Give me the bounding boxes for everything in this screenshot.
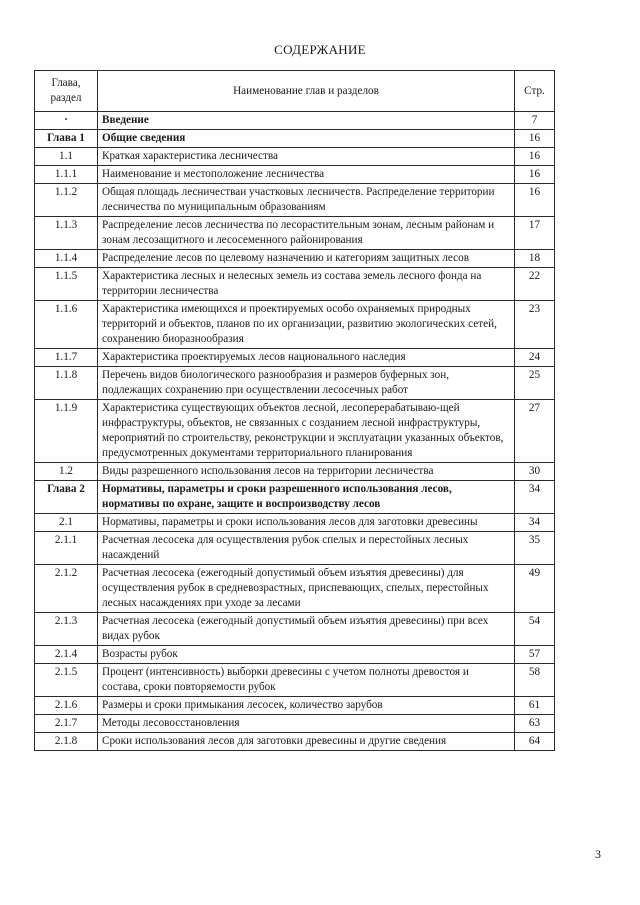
section-number: 2.1.3	[35, 613, 98, 646]
table-row	[35, 514, 555, 532]
table-row	[35, 697, 555, 715]
section-number: 1.1.6	[35, 301, 98, 349]
page-ref: 30	[515, 463, 555, 481]
section-number: 1.1.8	[35, 367, 98, 400]
page-ref: 34	[515, 481, 555, 514]
section-title: Введение	[98, 112, 515, 130]
section-title: Процент (интенсивность) выборки древесины с учетом полноты древостоя и состава, сроки повторяемости рубок	[98, 664, 515, 697]
page-ref: 61	[515, 697, 555, 715]
contents-table	[34, 70, 555, 751]
table-row	[35, 613, 555, 646]
page-ref: 49	[515, 565, 555, 613]
section-number: 1.1.5	[35, 268, 98, 301]
page-ref: 16	[515, 166, 555, 184]
table-row	[35, 250, 555, 268]
table-row	[35, 367, 555, 400]
section-number: 1.1	[35, 148, 98, 166]
table-row	[35, 664, 555, 697]
table-row	[35, 565, 555, 613]
page-ref: 22	[515, 268, 555, 301]
section-title: Распределение лесов лесничества по лесорастительным зонам, лесным районам и зонам лесозащитного и лесосеменного районирования	[98, 217, 515, 250]
section-number: Глава 2	[35, 481, 98, 514]
table-row	[35, 148, 555, 166]
section-title: Распределение лесов по целевому назначению и категориям защитных лесов	[98, 250, 515, 268]
table-row	[35, 715, 555, 733]
page-ref: 17	[515, 217, 555, 250]
section-title: Расчетная лесосека (ежегодный допустимый объем изъятия древесины) при всех видах рубок	[98, 613, 515, 646]
page-title: СОДЕРЖАНИЕ	[274, 42, 366, 57]
page-ref: 57	[515, 646, 555, 664]
table-row	[35, 130, 555, 148]
section-number: 2.1	[35, 514, 98, 532]
section-number: 1.2	[35, 463, 98, 481]
table-row	[35, 166, 555, 184]
page-number: 3	[595, 847, 601, 861]
section-number: 2.1.1	[35, 532, 98, 565]
section-title: Характеристика существующих объектов лесной, лесоперерабатываю-щей инфраструктуры, объектов, не связанных с созданием лесной инфраструктуры, мероприятий по строительству, реконструкции и эксплуатации указанных объектов, предусмотренных документами территориального планирования	[98, 400, 515, 463]
table-row	[35, 112, 555, 130]
table-row	[35, 400, 555, 463]
section-number: 2.1.5	[35, 664, 98, 697]
section-number: ·	[35, 112, 98, 130]
table-row	[35, 349, 555, 367]
section-title: Перечень видов биологического разнообразия и размеров буферных зон, подлежащих сохранению при осуществлении лесосечных работ	[98, 367, 515, 400]
contents-body	[35, 112, 555, 751]
page-ref: 24	[515, 349, 555, 367]
table-row	[35, 301, 555, 349]
section-title: Общая площадь лесничестваи участковых лесничеств. Распределение территории лесничества по муниципальным образованиям	[98, 184, 515, 217]
section-title: Характеристика имеющихся и проектируемых особо охраняемых природных территорий и объектов, планов по их организации, развитию экологических сетей, сохранению биоразнообразия	[98, 301, 515, 349]
table-row	[35, 481, 555, 514]
page-ref: 63	[515, 715, 555, 733]
header-chapter-section: Глава, раздел	[35, 71, 98, 112]
page-ref: 23	[515, 301, 555, 349]
page-ref: 34	[515, 514, 555, 532]
page-ref: 18	[515, 250, 555, 268]
section-title: Нормативы, параметры и сроки использования лесов для заготовки древесины	[98, 514, 515, 532]
table-row	[35, 184, 555, 217]
page-ref: 16	[515, 148, 555, 166]
page-ref: 58	[515, 664, 555, 697]
section-title: Краткая характеристика лесничества	[98, 148, 515, 166]
page-ref: 25	[515, 367, 555, 400]
table-row	[35, 532, 555, 565]
section-number: Глава 1	[35, 130, 98, 148]
page-ref: 16	[515, 184, 555, 217]
section-number: 1.1.1	[35, 166, 98, 184]
page-ref: 27	[515, 400, 555, 463]
page-ref: 16	[515, 130, 555, 148]
header-page: Стр.	[515, 71, 555, 112]
section-number: 2.1.4	[35, 646, 98, 664]
section-title: Общие сведения	[98, 130, 515, 148]
section-title: Виды разрешенного использования лесов на территории лесничества	[98, 463, 515, 481]
section-number: 2.1.8	[35, 733, 98, 751]
table-row	[35, 463, 555, 481]
section-number: 1.1.2	[35, 184, 98, 217]
section-number: 2.1.2	[35, 565, 98, 613]
section-title: Наименование и местоположение лесничества	[98, 166, 515, 184]
section-number: 2.1.7	[35, 715, 98, 733]
section-number: 2.1.6	[35, 697, 98, 715]
table-row	[35, 217, 555, 250]
header-chapter-titles: Наименование глав и разделов	[98, 71, 515, 112]
section-title: Возрасты рубок	[98, 646, 515, 664]
page-ref: 64	[515, 733, 555, 751]
section-number: 1.1.7	[35, 349, 98, 367]
section-number: 1.1.3	[35, 217, 98, 250]
table-row	[35, 733, 555, 751]
section-title: Расчетная лесосека для осуществления рубок спелых и перестойных лесных насаждений	[98, 532, 515, 565]
section-number: 1.1.4	[35, 250, 98, 268]
table-row	[35, 646, 555, 664]
section-title: Сроки использования лесов для заготовки древесины и другие сведения	[98, 733, 515, 751]
section-title: Расчетная лесосека (ежегодный допустимый объем изъятия древесины) для осуществления рубок в средневозрастных, приспевающих, спелых, перестойных лесных насаждениях при уходе за лесами	[98, 565, 515, 613]
section-number: 1.1.9	[35, 400, 98, 463]
section-title: Методы лесовосстановления	[98, 715, 515, 733]
page-ref: 35	[515, 532, 555, 565]
page-ref: 7	[515, 112, 555, 130]
section-title: Размеры и сроки примыкания лесосек, количество зарубов	[98, 697, 515, 715]
section-title: Характеристика лесных и нелесных земель из состава земель лесного фонда на территории лесничества	[98, 268, 515, 301]
section-title: Характеристика проектируемых лесов национального наследия	[98, 349, 515, 367]
page-ref: 54	[515, 613, 555, 646]
table-row	[35, 268, 555, 301]
table-header-row	[35, 71, 555, 112]
section-title: Нормативы, параметры и сроки разрешенного использования лесов, нормативы по охране, защите и воспроизводству лесов	[98, 481, 515, 514]
